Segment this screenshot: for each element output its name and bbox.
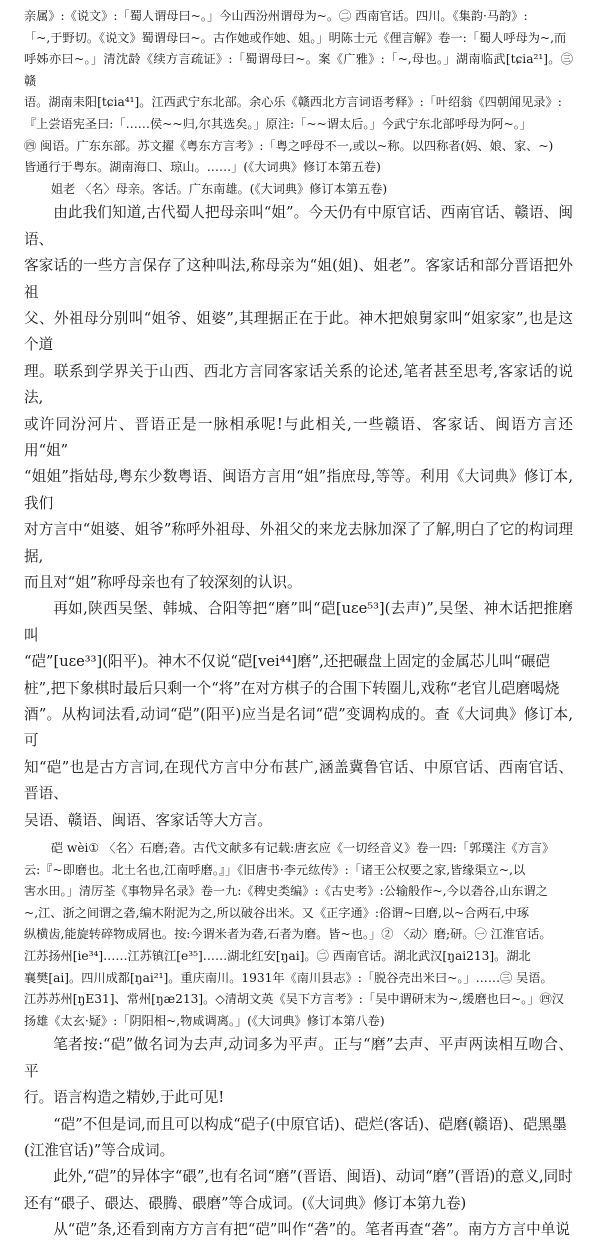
body-paragraph-3 <box>24 1032 573 1111</box>
entry-line: 硙 wèi① 〈名〉石磨;砻。古代文献多有记载:唐玄应《一切经音义》卷一四:「郭璞注《方言》 <box>50 841 555 856</box>
entry-line: ~,江、浙之间谓之砻,编木附泥为之,所以破谷出米。又《正字通》:俗谓~曰磨,以~合两石,中琢 <box>24 905 530 920</box>
body-line: “硙”不但是词,而且可以构成“硙子(中原官话)、硙烂(客话)、硙磨(赣语)、硙黑墨 <box>53 1115 567 1133</box>
body-line: 而且对“姐”称呼母亲也有了较深刻的认识。 <box>24 574 302 592</box>
entry-line: 扬雄《太玄·疑》:「阴阳相~,物咸调离。」(《大词典》修订本第八卷) <box>24 1013 385 1028</box>
entry-line: 害水田。」清厉荃《事物异名录》卷一九:《稗史类编》:《古史考》:公输般作~,今以砻谷,山东谓之 <box>24 884 548 899</box>
body-line: 行。语言构造之精妙,于此可见! <box>24 1089 225 1107</box>
body-line: 吴语、赣语、闽语、客家话等大方言。 <box>24 811 273 829</box>
entry-line: 纵横齿,能旋转碎物成屑也。按:今谓米者为砻,石者为磨。皆~也。」② 〈动〉磨;研。㊀ 江淮官话。 <box>24 927 552 942</box>
body-line: 或许同汾河片、晋语正是一脉相承呢!与此相关,一些赣语、客家话、闽语方言还用“姐” <box>24 415 573 459</box>
body-line: 再如,陕西吴堡、韩城、合阳等把“磨”叫“硙[uɛe⁵³](去声)”,吴堡、神木话把推磨叫 <box>24 600 573 644</box>
body-line: 客家话的一些方言保存了这种叫法,称母亲为“姐(姐)、姐老”。客家话和部分晋语把外祖 <box>24 257 573 301</box>
body-line: 知“硙”也是古方言词,在现代方言中分布甚广,涵盖冀鲁官话、中原官话、西南官话、晋语、 <box>24 758 573 803</box>
entry-line: 皆通行于粤东。湖南海口、琼山。……」(《大词典》修订本第五卷) <box>24 160 381 175</box>
entry-line: 襄樊[ai]。四川成都[ŋai²¹]。重庆南川。1931年《南川县志》:「脱谷壳出米曰~。」……㊂ 吴语。 <box>24 970 553 985</box>
body-line: 理。联系到学界关于山西、西北方言同客家话关系的论述,笔者甚至思考,客家话的说法, <box>24 362 573 407</box>
body-line: 桩”,把下象棋时最后只剩一个“将”在对方棋子的合围下转圈儿,戏称“老官儿硙磨喝烧 <box>24 679 560 697</box>
body-paragraph-6 <box>24 1217 573 1243</box>
dictionary-entry-ye <box>24 6 573 179</box>
entry-line: 「~,于野切。《说文》蜀谓母曰~。古作她或作她、姐。」明陈士元《俚言解》卷一:「蜀人呼母为~,而 <box>24 30 567 45</box>
entry-line: 江苏扬州[ie³⁴]……江苏镇江[e³⁵]……湖北红安[ŋai]。㊁ 西南官话。湖北武汉[ŋai213]。湖北 <box>24 949 531 964</box>
entry-line: 语。湖南耒阳[tɕia⁴¹]。江西武宁东北部。余心乐《赣西北方言词语考释》:「叶绍翁《四朝闻见录》: <box>24 95 562 110</box>
body-line: “硙”[uɛe³³](阳平)。神木不仅说“硙[vei⁴⁴]磨”,还把碾盘上固定的金属芯儿叫“碾硙 <box>24 653 551 671</box>
body-line: 还有“碨子、碨达、碨腾、碨磨”等合成词。(《大词典》修订本第九卷) <box>24 1194 467 1212</box>
body-line: 从“硙”条,还看到南方方言有把“硙”叫作“砻”的。笔者再查“砻”。南方方言中单说 <box>53 1221 570 1239</box>
body-line: 父、外祖母分别叫“姐爷、姐婆”,其理据正在于此。神木把娘舅家叫“姐家家”,也是这个道 <box>24 309 573 354</box>
body-paragraph-1 <box>24 200 573 596</box>
body-line: 对方言中“姐婆、姐爷”称呼外祖母、外祖父的来龙去脉加深了了解,明白了它的构词理据, <box>24 521 573 565</box>
entry-line: 云:『~即磨也。北土名也,江南呼磨。』」《旧唐书·李元纮传》:「诸王公权要之家,皆缘渠立~,以 <box>24 862 526 877</box>
dictionary-entry-jielao: 姐老 〈名〉母亲。客话。广东南雄。(《大词典》修订本第五卷) <box>50 181 388 196</box>
entry-line: 呼姊亦曰~。」清沈龄《续方言疏证》:「蜀谓母曰~。案《广雅》:「~,母也。」湖南临武[tɕia²¹]。㊂ 赣 <box>24 52 573 88</box>
body-line: 由此我们知道,古代蜀人把母亲叫“姐”。今天仍有中原官话、西南官话、赣语、闽语、 <box>24 204 573 248</box>
body-line: “姐姐”指姑母,粤东少数粤语、闽语方言用“姐”指庶母,等等。利用《大词典》修订本,我们 <box>24 468 573 512</box>
body-line: (江淮官话)”等合成词。 <box>24 1142 175 1160</box>
body-line: 此外,“硙”的异体字“碨”,也有名词“磨”(晋语、闽语)、动词“磨”(晋语)的意义,同时 <box>53 1168 573 1186</box>
entry-line: 江苏苏州[ŋE31]、常州[ŋæ213]。◇清胡文英《吴下方言考》:「吴中谓研末为~,缓磨也曰~。」㊃汉 <box>24 992 564 1007</box>
body-paragraph-4 <box>24 1112 573 1165</box>
body-line: 酒”。从构词法看,动词“硙”(阳平)应当是名词“硙”变调构成的。查《大词典》修订本,可 <box>24 706 573 750</box>
entry-line: ㊃ 闽语。广东东部。苏文擢《粤东方言考》:「粤之呼母不一,或以~称。以四称者(妈、娘、家、~) <box>24 138 554 153</box>
body-paragraph-2 <box>24 596 573 834</box>
entry-line: 『上尝语宪圣曰:「……侯~~归,尔其选矣。」原注:「~~谓太后。」今武宁东北部呼母为阿~。」 <box>24 116 532 131</box>
dictionary-entry-wei <box>24 838 573 1032</box>
body-line: 笔者按:“硙”做名词为去声,动词多为平声。正与“磨”去声、平声两读相互吻合、平 <box>24 1036 573 1080</box>
body-paragraph-5 <box>24 1164 573 1217</box>
entry-line: 亲属》:《说文》:「蜀人谓母曰~。」今山西汾州谓母为~。㊁ 西南官话。四川。《集韵·马韵》: <box>24 9 528 23</box>
